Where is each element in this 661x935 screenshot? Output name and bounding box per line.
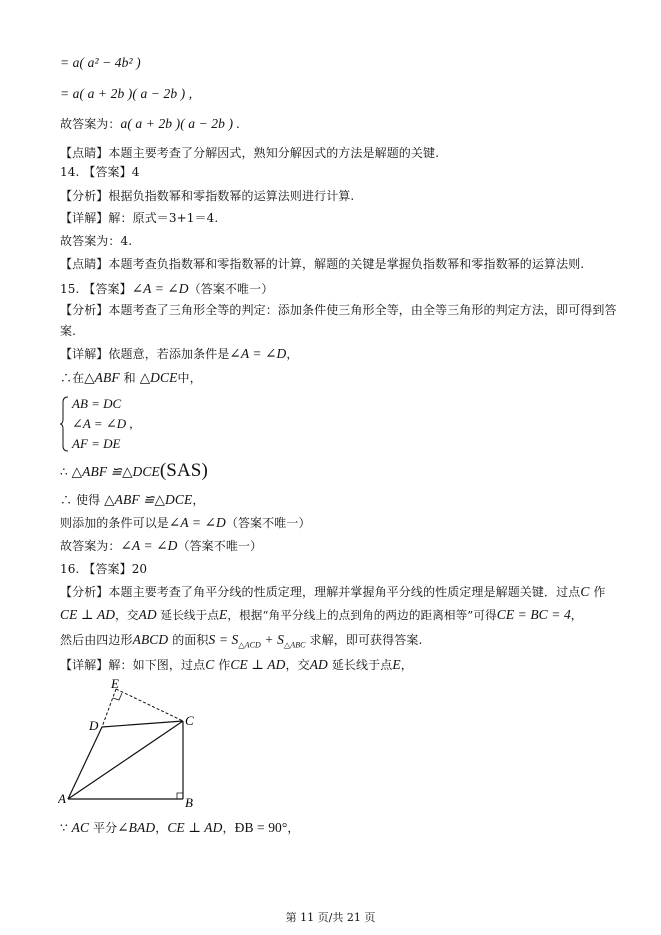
expr-line-1: = a( a² − 4b² ) [60,55,141,70]
q16-analysis-cont: CE ⊥ AD，交AD 延长线于点E，根据“角平分线上的点到角的两边的距离相等”可得CE = BC = 4， [60,607,583,622]
q14-final: 故答案为：4. [60,234,133,248]
expr-line-2: = a( a + 2b )( a − 2b ) , [60,86,193,101]
q15-thus: ∴ 使得 △ABF ≌△DCE， [60,492,205,507]
q15-analysis-cont: 案. [60,324,77,338]
q15-congruence: ∴ △ABF ≌△DCE(SAS) [60,460,208,481]
q15-condition: 则添加的条件可以是∠A = ∠D（答案不唯一） [60,515,311,530]
label-e: E [111,676,119,691]
page-footer: 第 11 页/共 21 页 [285,911,376,924]
q15-answer: 15. 【答案】∠A = ∠D（答案不唯一） [60,281,274,296]
q14-detail: 【详解】解：原式＝3+1＝4. [60,211,219,225]
system-eq-3: AF = DE [72,436,121,451]
label-a: A [58,791,66,806]
q14-comment: 【点睛】本题考查负指数幂和零指数幂的计算，解题的关键是掌握负指数幂和零指数幂的运算法则. [60,257,585,271]
q16-answer: 16. 【答案】20 [60,562,148,576]
geometry-figure [58,676,218,816]
q15-triangles: ∴在△ABF 和 △DCE中， [60,370,202,385]
label-b: B [185,795,193,810]
system-eq-2: ∠A = ∠D , [72,416,133,431]
comment-line-13: 【点睛】本题主要考查了分解因式，熟知分解因式的方法是解题的关键. [60,146,440,160]
system-brace [60,396,68,450]
answer-line-13: 故答案为：a( a + 2b )( a − 2b ) . [60,116,241,131]
q14-analysis: 【分析】根据负指数幂和零指数幂的运算法则进行计算. [60,189,355,203]
q15-final: 故答案为：∠A = ∠D（答案不唯一） [60,538,263,553]
q14-answer: 14. 【答案】4 [60,165,140,179]
system-eq-1: AB = DC [72,396,122,411]
q16-detail: 【详解】解：如下图，过点C 作CE ⊥ AD，交AD 延长线于点E， [60,657,413,672]
q16-reason: ∵ AC 平分∠BAD，CE ⊥ AD，ÐB = 90°， [60,820,300,835]
q16-analysis: 【分析】本题主要考查了角平分线的性质定理，理解并掌握角平分线的性质定理是解题关键．过点C 作 [60,584,606,599]
q15-analysis: 【分析】本题考查了三角形全等的判定：添加条件使三角形全等，由全等三角形的判定方法，即可得到答 [60,303,617,317]
label-d: D [89,718,99,733]
q15-detail: 【详解】依题意，若添加条件是∠A = ∠D， [60,346,299,361]
q16-analysis-area: 然后由四边形ABCD 的面积$S = S_{\triangle ACD} + S_{\triangle ABC}$ 求解，即可获得答案. [60,632,423,650]
label-c: C [185,713,194,728]
